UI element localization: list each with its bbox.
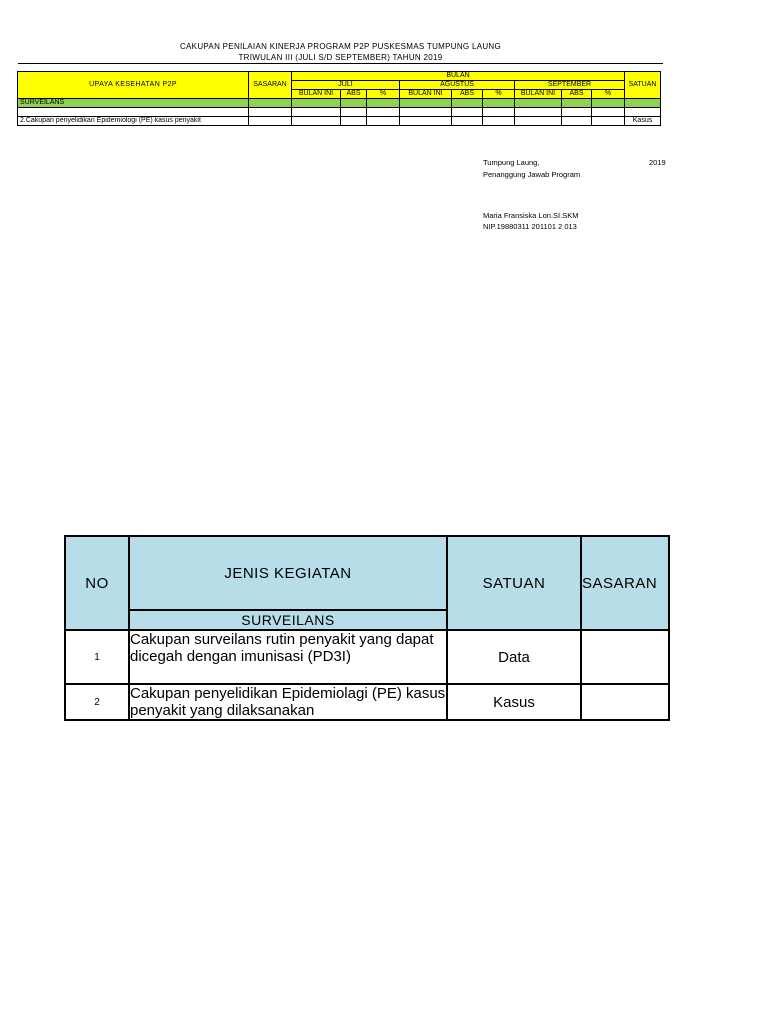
sub-percent: % [592, 90, 625, 99]
table-row [18, 108, 661, 117]
sub-bulan-ini: BULAN INI [400, 90, 452, 99]
row-kegiatan: Cakupan surveilans rutin penyakit yang dapat dicegah dengan imunisasi (PD3I) [129, 630, 447, 684]
table-row [65, 630, 669, 684]
header-month-september: SEPTEMBER [515, 81, 625, 90]
title-divider [18, 63, 663, 64]
signature-place: Tumpung Laung, [483, 158, 540, 167]
header-satuan: SATUAN [447, 536, 581, 630]
row-number: 1 [65, 630, 129, 684]
header-no: NO [65, 536, 129, 630]
sub-bulan-ini: BULAN INI [292, 90, 341, 99]
row-satuan: Kasus [447, 684, 581, 720]
activity-table [64, 535, 670, 721]
sub-abs: ABS [452, 90, 483, 99]
row-sasaran [581, 684, 669, 720]
row-kegiatan: Cakupan penyelidikan Epidemiolagi (PE) kasus penyakit yang dilaksanakan [130, 685, 446, 719]
header-month-agustus: AGUSTUS [400, 81, 515, 90]
section-surveilans: SURVEILANS [129, 610, 447, 630]
section-surveilans: SURVEILANS [18, 99, 249, 108]
sub-percent: % [367, 90, 400, 99]
table-row [65, 684, 669, 720]
signature-year: 2019 [649, 158, 666, 167]
row-satuan: Kasus [625, 117, 661, 126]
signature-role: Penanggung Jawab Program [483, 170, 581, 179]
header-satuan: SATUAN [625, 72, 661, 99]
signature-name: Maria Fransiska Lon.SI.SKM [483, 211, 579, 220]
header-sasaran: SASARAN [249, 72, 292, 99]
header-sasaran: SASARAN [581, 536, 669, 630]
signature-nip: NIP.19880311 201101 2 013 [483, 222, 577, 231]
sub-bulan-ini: BULAN INI [515, 90, 562, 99]
table-row [18, 117, 661, 126]
header-jenis-kegiatan: JENIS KEGIATAN [129, 536, 447, 610]
report-title: CAKUPAN PENILAIAN KINERJA PROGRAM P2P PUSKESMAS TUMPUNG LAUNG [179, 42, 502, 51]
row-number: 2 [65, 684, 129, 720]
report-subtitle: TRIWULAN III (JULI S/D SEPTEMBER) TAHUN 2019 [238, 53, 443, 62]
header-month-juli: JULI [292, 81, 400, 90]
row-kegiatan: 2.Cakupan penyelidikan Epidemiologi (PE) kasus penyakit [18, 117, 249, 126]
row-sasaran [581, 630, 669, 684]
row-satuan: Data [447, 630, 581, 684]
sub-percent: % [483, 90, 515, 99]
sub-abs: ABS [562, 90, 592, 99]
sub-abs: ABS [341, 90, 367, 99]
header-upaya: UPAYA KESEHATAN P2P [18, 72, 249, 99]
header-bulan: BULAN [292, 72, 625, 81]
performance-table [17, 71, 661, 126]
